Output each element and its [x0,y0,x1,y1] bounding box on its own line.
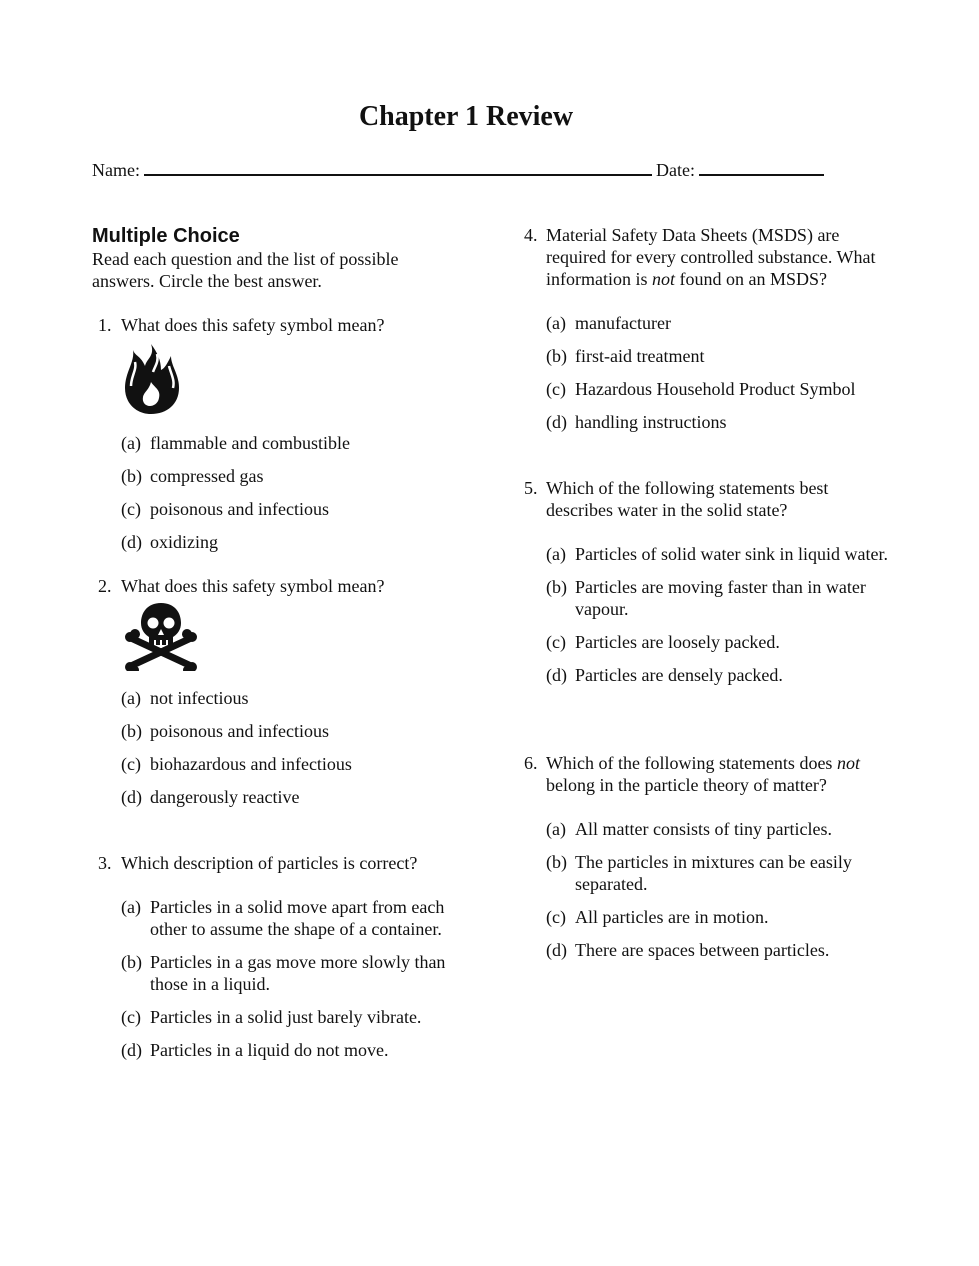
option-text: All matter consists of tiny particles. [575,819,832,839]
option-label: (b) [121,952,142,972]
option-text: Particles of solid water sink in liquid water. [575,544,888,564]
option-label: (d) [546,940,567,960]
option-text: Particles in a solid just barely vibrate. [150,1007,422,1027]
option-label: (d) [121,787,142,807]
option-text: handling instructions [575,412,727,432]
page-title: Chapter 1 Review [358,101,574,132]
name-label: Name: [92,160,140,180]
option-a[interactable] [121,896,452,940]
option-b[interactable] [546,851,894,895]
option-d[interactable] [121,1039,452,1061]
question-text-part: found on an MSDS? [675,269,828,289]
option-label: (c) [546,379,566,399]
option-text: flammable and combustible [150,433,350,453]
question-1 [92,314,452,553]
option-b[interactable] [546,576,894,620]
question-text-part: Which of the following statements does [546,753,837,773]
options-list [546,543,894,686]
option-label: (a) [546,544,566,564]
question-text [546,224,894,290]
option-b[interactable] [121,951,452,995]
name-date-line [92,158,824,181]
option-label: (b) [121,721,142,741]
option-text: compressed gas [150,466,264,486]
options-list [121,896,452,1061]
option-d[interactable] [546,939,894,961]
option-text: biohazardous and infectious [150,754,352,774]
option-label: (b) [546,852,567,872]
question-number: 1. [98,315,112,335]
option-label: (b) [121,466,142,486]
question-4 [524,224,894,433]
name-blank[interactable] [144,158,652,176]
option-text: manufacturer [575,313,671,333]
question-number: 4. [524,225,538,245]
question-5 [524,477,894,686]
question-text: Which description of particles is correct? [121,853,418,873]
options-list [546,312,894,433]
section-instructions: Read each question and the list of possible answers. Circle the best answer. [92,249,399,291]
section-heading: Multiple Choice [92,225,240,247]
question-text [546,752,894,796]
option-text: dangerously reactive [150,787,300,807]
option-label: (d) [121,1040,142,1060]
question-number: 3. [98,853,112,873]
option-c[interactable] [121,498,452,520]
option-text: first-aid treatment [575,346,705,366]
option-label: (c) [121,1007,141,1027]
option-label: (d) [546,665,567,685]
option-c[interactable] [546,906,894,928]
option-label: (a) [121,688,141,708]
question-number: 6. [524,753,538,773]
option-text: Particles are moving faster than in water vapour. [575,577,866,619]
option-b[interactable] [546,345,894,367]
question-text-emphasis: not [836,753,860,773]
skull-crossbones-icon [121,601,201,671]
option-text: oxidizing [150,532,218,552]
option-c[interactable] [546,631,894,653]
option-label: (a) [121,897,141,917]
options-list [121,687,452,808]
question-2 [92,575,452,808]
option-text: Particles are densely packed. [575,665,783,685]
option-c[interactable] [546,378,894,400]
option-label: (a) [546,313,566,333]
options-list [546,818,894,961]
option-text: Particles in a solid move apart from each other to assume the shape of a container. [150,897,445,939]
option-c[interactable] [121,753,452,775]
options-list [121,432,452,553]
option-a[interactable] [121,687,452,709]
option-label: (c) [546,907,566,927]
option-d[interactable] [546,411,894,433]
date-blank[interactable] [699,158,824,176]
option-a[interactable] [546,312,894,334]
option-c[interactable] [121,1006,452,1028]
option-label: (d) [121,532,142,552]
question-text: Which of the following statements best describes water in the solid state? [546,478,829,520]
date-label: Date: [655,160,695,180]
option-label: (c) [121,754,141,774]
flame-icon [121,342,185,416]
option-text: Particles in a liquid do not move. [150,1040,389,1060]
option-label: (d) [546,412,567,432]
option-text: The particles in mixtures can be easily separated. [575,852,852,894]
option-label: (b) [546,346,567,366]
option-d[interactable] [121,531,452,553]
option-d[interactable] [121,786,452,808]
option-d[interactable] [546,664,894,686]
option-text: Particles are loosely packed. [575,632,780,652]
question-number: 2. [98,576,112,596]
question-text: What does this safety symbol mean? [121,576,385,596]
question-number: 5. [524,478,538,498]
option-a[interactable] [546,818,894,840]
option-text: not infectious [150,688,249,708]
option-label: (a) [121,433,141,453]
right-column [524,224,894,961]
option-label: (c) [121,499,141,519]
left-column [92,224,452,1061]
question-3 [92,852,452,1061]
option-a[interactable] [121,432,452,454]
option-a[interactable] [546,543,894,565]
option-text: There are spaces between particles. [575,940,830,960]
question-text-part: Material Safety Data Sheets (MSDS) are required for every controlled substance. What information is [546,225,876,289]
option-text: poisonous and infectious [150,499,329,519]
question-text-part: belong in the particle theory of matter? [546,775,827,795]
option-label: (a) [546,819,566,839]
question-6 [524,752,894,961]
option-b[interactable] [121,720,452,742]
option-text: Hazardous Household Product Symbol [575,379,856,399]
question-text: What does this safety symbol mean? [121,315,385,335]
option-text: All particles are in motion. [575,907,769,927]
option-label: (c) [546,632,566,652]
option-b[interactable] [121,465,452,487]
option-label: (b) [546,577,567,597]
option-text: poisonous and infectious [150,721,329,741]
option-text: Particles in a gas move more slowly than those in a liquid. [150,952,446,994]
question-text-emphasis: not [652,269,676,289]
